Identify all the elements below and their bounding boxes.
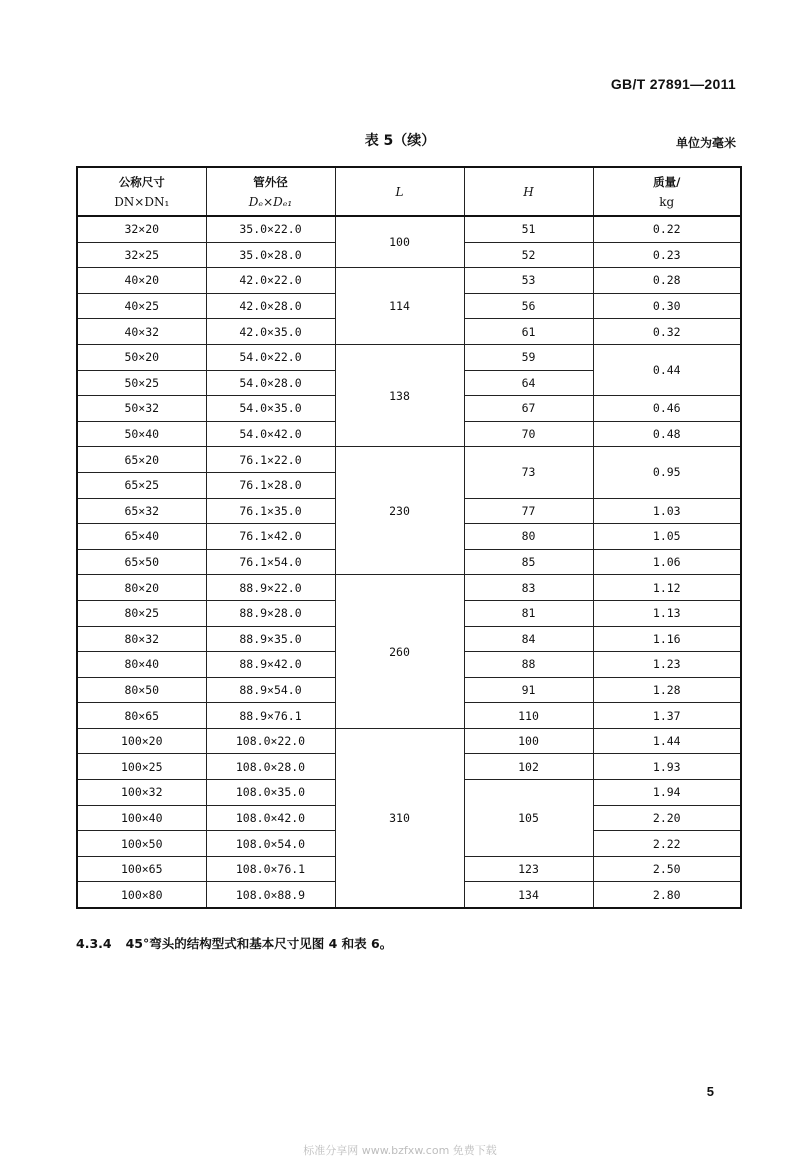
cell-outer-diameter: 88.9×28.0 xyxy=(206,600,335,626)
clause-text: 45°弯头的结构型式和基本尺寸见图 4 和表 6。 xyxy=(125,936,393,951)
cell-outer-diameter: 54.0×22.0 xyxy=(206,344,335,370)
cell-mass: 1.05 xyxy=(593,524,741,550)
cell-mass: 1.37 xyxy=(593,703,741,729)
cell-nominal-size: 80×50 xyxy=(77,677,206,703)
col-header-mass-line1: 质量/ xyxy=(653,174,681,189)
cell-outer-diameter: 88.9×35.0 xyxy=(206,626,335,652)
cell-mass: 2.50 xyxy=(593,856,741,882)
cell-nominal-size: 100×65 xyxy=(77,856,206,882)
cell-outer-diameter: 108.0×35.0 xyxy=(206,780,335,806)
cell-outer-diameter: 76.1×35.0 xyxy=(206,498,335,524)
cell-nominal-size: 65×50 xyxy=(77,549,206,575)
col-header-length: L xyxy=(335,167,464,216)
cell-height: 85 xyxy=(464,549,593,575)
cell-height: 73 xyxy=(464,447,593,498)
cell-height: 110 xyxy=(464,703,593,729)
cell-height: 105 xyxy=(464,780,593,857)
cell-height: 88 xyxy=(464,652,593,678)
cell-mass: 1.03 xyxy=(593,498,741,524)
cell-nominal-size: 65×25 xyxy=(77,472,206,498)
cell-nominal-size: 80×25 xyxy=(77,600,206,626)
cell-nominal-size: 40×20 xyxy=(77,268,206,294)
cell-outer-diameter: 76.1×42.0 xyxy=(206,524,335,550)
cell-height: 84 xyxy=(464,626,593,652)
cell-mass: 1.93 xyxy=(593,754,741,780)
cell-nominal-size: 65×32 xyxy=(77,498,206,524)
table-row xyxy=(77,344,741,370)
cell-outer-diameter: 35.0×22.0 xyxy=(206,216,335,242)
cell-height: 123 xyxy=(464,856,593,882)
col-header-mass xyxy=(593,167,741,216)
cell-length: 100 xyxy=(335,216,464,268)
cell-nominal-size: 100×20 xyxy=(77,728,206,754)
cell-mass: 0.32 xyxy=(593,319,741,345)
cell-outer-diameter: 42.0×28.0 xyxy=(206,293,335,319)
cell-mass: 1.06 xyxy=(593,549,741,575)
cell-height: 59 xyxy=(464,344,593,370)
page-number: 5 xyxy=(706,1084,714,1099)
cell-outer-diameter: 108.0×88.9 xyxy=(206,882,335,908)
cell-outer-diameter: 35.0×28.0 xyxy=(206,242,335,268)
cell-height: 53 xyxy=(464,268,593,294)
cell-nominal-size: 100×50 xyxy=(77,831,206,857)
cell-nominal-size: 100×25 xyxy=(77,754,206,780)
cell-outer-diameter: 76.1×28.0 xyxy=(206,472,335,498)
cell-height: 77 xyxy=(464,498,593,524)
cell-nominal-size: 50×32 xyxy=(77,396,206,422)
cell-height: 56 xyxy=(464,293,593,319)
cell-mass: 2.80 xyxy=(593,882,741,908)
standard-code: GB/T 27891—2011 xyxy=(610,76,736,92)
watermark: 标准分享网 www.bzfxw.com 免费下载 xyxy=(303,1144,497,1157)
cell-mass: 1.12 xyxy=(593,575,741,601)
cell-nominal-size: 65×20 xyxy=(77,447,206,473)
cell-height: 100 xyxy=(464,728,593,754)
cell-outer-diameter: 108.0×76.1 xyxy=(206,856,335,882)
unit-note: 单位为毫米 xyxy=(675,136,736,150)
col-header-outer-diameter-line1: 管外径 xyxy=(253,174,288,189)
cell-mass: 0.44 xyxy=(593,344,741,395)
cell-mass: 1.94 xyxy=(593,780,741,806)
cell-outer-diameter: 108.0×28.0 xyxy=(206,754,335,780)
cell-outer-diameter: 42.0×22.0 xyxy=(206,268,335,294)
cell-outer-diameter: 108.0×54.0 xyxy=(206,831,335,857)
cell-nominal-size: 80×40 xyxy=(77,652,206,678)
cell-nominal-size: 65×40 xyxy=(77,524,206,550)
table-row xyxy=(77,268,741,294)
cell-nominal-size: 80×65 xyxy=(77,703,206,729)
cell-height: 102 xyxy=(464,754,593,780)
cell-mass: 1.13 xyxy=(593,600,741,626)
cell-nominal-size: 80×32 xyxy=(77,626,206,652)
cell-outer-diameter: 54.0×42.0 xyxy=(206,421,335,447)
cell-length: 114 xyxy=(335,268,464,345)
cell-nominal-size: 100×40 xyxy=(77,805,206,831)
cell-nominal-size: 80×20 xyxy=(77,575,206,601)
col-header-mass-line2: kg xyxy=(659,194,675,209)
cell-outer-diameter: 76.1×22.0 xyxy=(206,447,335,473)
table-header-row xyxy=(77,167,741,216)
cell-mass: 1.16 xyxy=(593,626,741,652)
table-row xyxy=(77,728,741,754)
table-row xyxy=(77,575,741,601)
cell-nominal-size: 32×20 xyxy=(77,216,206,242)
cell-nominal-size: 100×80 xyxy=(77,882,206,908)
cell-height: 67 xyxy=(464,396,593,422)
table-row xyxy=(77,216,741,242)
cell-outer-diameter: 88.9×76.1 xyxy=(206,703,335,729)
cell-height: 61 xyxy=(464,319,593,345)
cell-nominal-size: 50×25 xyxy=(77,370,206,396)
cell-outer-diameter: 108.0×22.0 xyxy=(206,728,335,754)
cell-height: 52 xyxy=(464,242,593,268)
cell-outer-diameter: 76.1×54.0 xyxy=(206,549,335,575)
cell-outer-diameter: 54.0×35.0 xyxy=(206,396,335,422)
cell-outer-diameter: 108.0×42.0 xyxy=(206,805,335,831)
cell-nominal-size: 32×25 xyxy=(77,242,206,268)
cell-nominal-size: 100×32 xyxy=(77,780,206,806)
cell-mass: 2.20 xyxy=(593,805,741,831)
cell-mass: 0.30 xyxy=(593,293,741,319)
cell-mass: 0.28 xyxy=(593,268,741,294)
cell-outer-diameter: 88.9×42.0 xyxy=(206,652,335,678)
cell-mass: 1.23 xyxy=(593,652,741,678)
col-header-outer-diameter-line2: Dₑ×Dₑ₁ xyxy=(248,194,293,209)
cell-length: 230 xyxy=(335,447,464,575)
cell-height: 80 xyxy=(464,524,593,550)
cell-length: 260 xyxy=(335,575,464,729)
cell-mass: 1.44 xyxy=(593,728,741,754)
col-header-nominal-size-line1: 公称尺寸 xyxy=(118,174,165,189)
col-header-nominal-size xyxy=(77,167,206,216)
cell-height: 70 xyxy=(464,421,593,447)
cell-outer-diameter: 54.0×28.0 xyxy=(206,370,335,396)
cell-length: 310 xyxy=(335,728,464,908)
cell-mass: 0.95 xyxy=(593,447,741,498)
cell-nominal-size: 40×25 xyxy=(77,293,206,319)
col-header-nominal-size-line2: DN×DN₁ xyxy=(114,194,170,209)
cell-nominal-size: 40×32 xyxy=(77,319,206,345)
col-header-outer-diameter xyxy=(206,167,335,216)
cell-outer-diameter: 88.9×22.0 xyxy=(206,575,335,601)
cell-height: 81 xyxy=(464,600,593,626)
cell-height: 51 xyxy=(464,216,593,242)
cell-mass: 0.46 xyxy=(593,396,741,422)
dimension-table xyxy=(76,166,742,909)
cell-nominal-size: 50×40 xyxy=(77,421,206,447)
cell-mass: 0.22 xyxy=(593,216,741,242)
table-title: 表 5（续） xyxy=(364,133,436,149)
cell-mass: 2.22 xyxy=(593,831,741,857)
cell-outer-diameter: 42.0×35.0 xyxy=(206,319,335,345)
clause-paragraph xyxy=(76,934,392,952)
cell-mass: 0.23 xyxy=(593,242,741,268)
cell-height: 83 xyxy=(464,575,593,601)
cell-nominal-size: 50×20 xyxy=(77,344,206,370)
col-header-height: H xyxy=(464,167,593,216)
cell-height: 134 xyxy=(464,882,593,908)
cell-length: 138 xyxy=(335,344,464,446)
table-row xyxy=(77,447,741,473)
clause-number: 4.3.4 xyxy=(76,936,112,951)
cell-mass: 1.28 xyxy=(593,677,741,703)
cell-height: 64 xyxy=(464,370,593,396)
cell-mass: 0.48 xyxy=(593,421,741,447)
cell-height: 91 xyxy=(464,677,593,703)
cell-outer-diameter: 88.9×54.0 xyxy=(206,677,335,703)
